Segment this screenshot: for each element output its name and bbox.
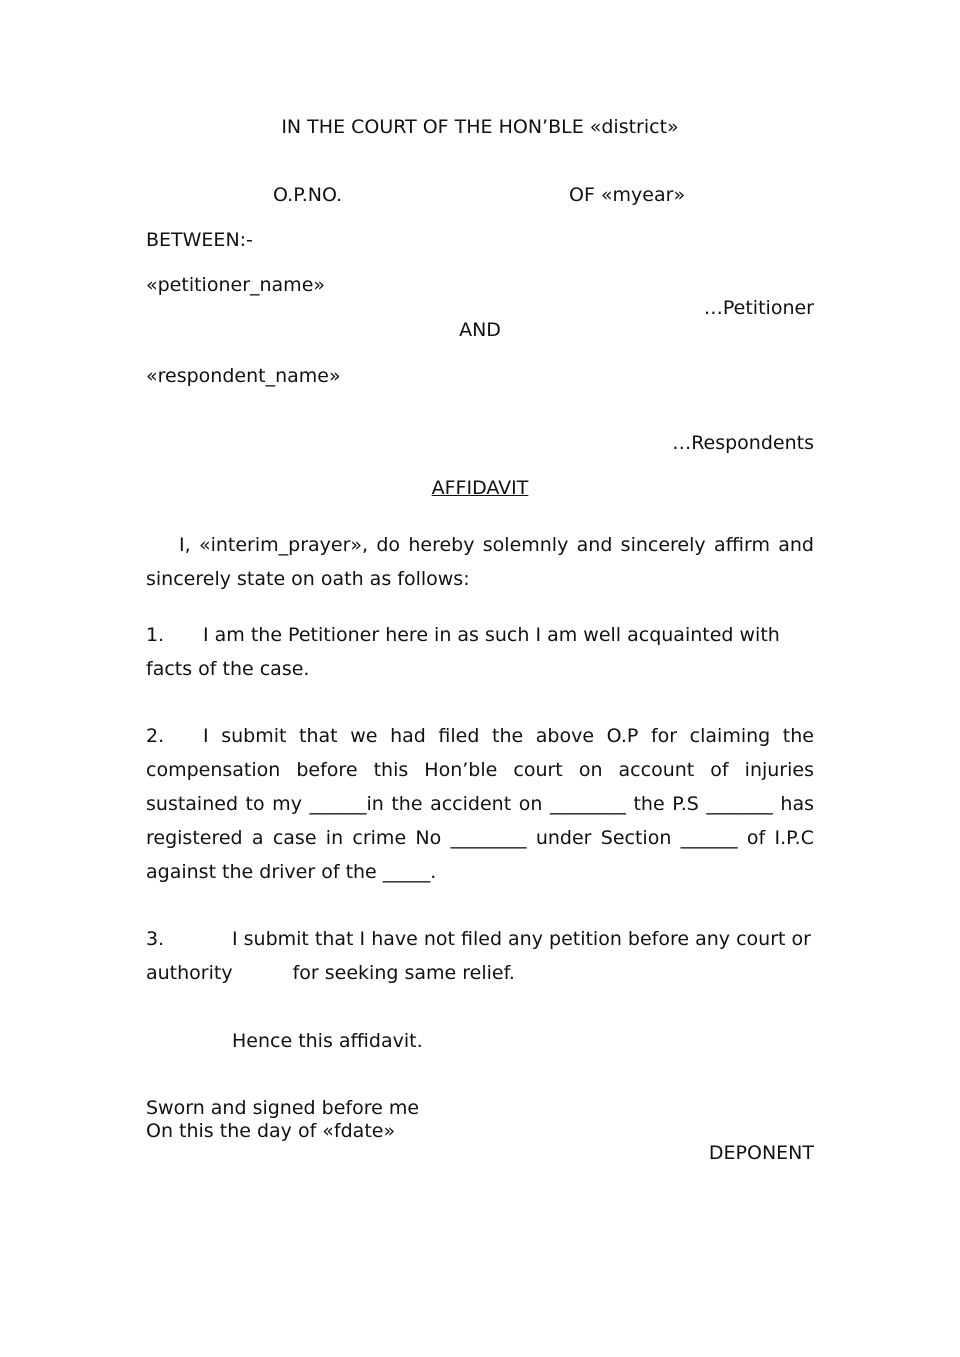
item-number: 3. — [146, 928, 165, 950]
item-text: I submit that I have not filed any petition before any court or authority — [146, 928, 811, 984]
item-number: 1. — [146, 624, 165, 646]
respondent-name: «respondent_name» — [146, 365, 341, 387]
item-text-continued: for seeking same relief. — [292, 962, 515, 984]
sworn-line: Sworn and signed before me — [146, 1097, 420, 1119]
item-number: 2. — [146, 725, 165, 747]
affidavit-item-1 — [146, 618, 814, 686]
date-line: On this the day of «fdate» — [146, 1120, 396, 1142]
court-title: IN THE COURT OF THE HON’BLE «district» — [281, 116, 679, 138]
affidavit-item-2 — [146, 719, 814, 889]
petitioner-label: …Petitioner — [703, 297, 814, 319]
item-text: I am the Petitioner here in as such I am well acquainted with facts of the case. — [146, 624, 780, 680]
op-number-label: O.P.NO. — [273, 184, 343, 206]
and-separator: AND — [459, 319, 501, 341]
affidavit-title: AFFIDAVIT — [431, 477, 529, 499]
between-label: BETWEEN:- — [146, 229, 253, 251]
item-text: I submit that we had filed the above O.P for claiming the compensation before this Hon’ble court on account of injuries sustained to my ______in the accident on ________ the P.S _______ has registered a case in crime No ________ under Section ______ of I.P.C against the driver of the _____. — [146, 725, 814, 883]
affidavit-item-3 — [146, 922, 814, 990]
petitioner-name: «petitioner_name» — [146, 274, 326, 296]
respondents-label: …Respondents — [672, 432, 814, 454]
op-year-label: OF «myear» — [569, 184, 686, 206]
affidavit-intro: I, «interim_prayer», do hereby solemnly and sincerely affirm and sincerely state on oath as follows: — [146, 534, 814, 590]
closing-statement: Hence this affidavit. — [232, 1030, 423, 1052]
deponent-label: DEPONENT — [708, 1142, 814, 1164]
